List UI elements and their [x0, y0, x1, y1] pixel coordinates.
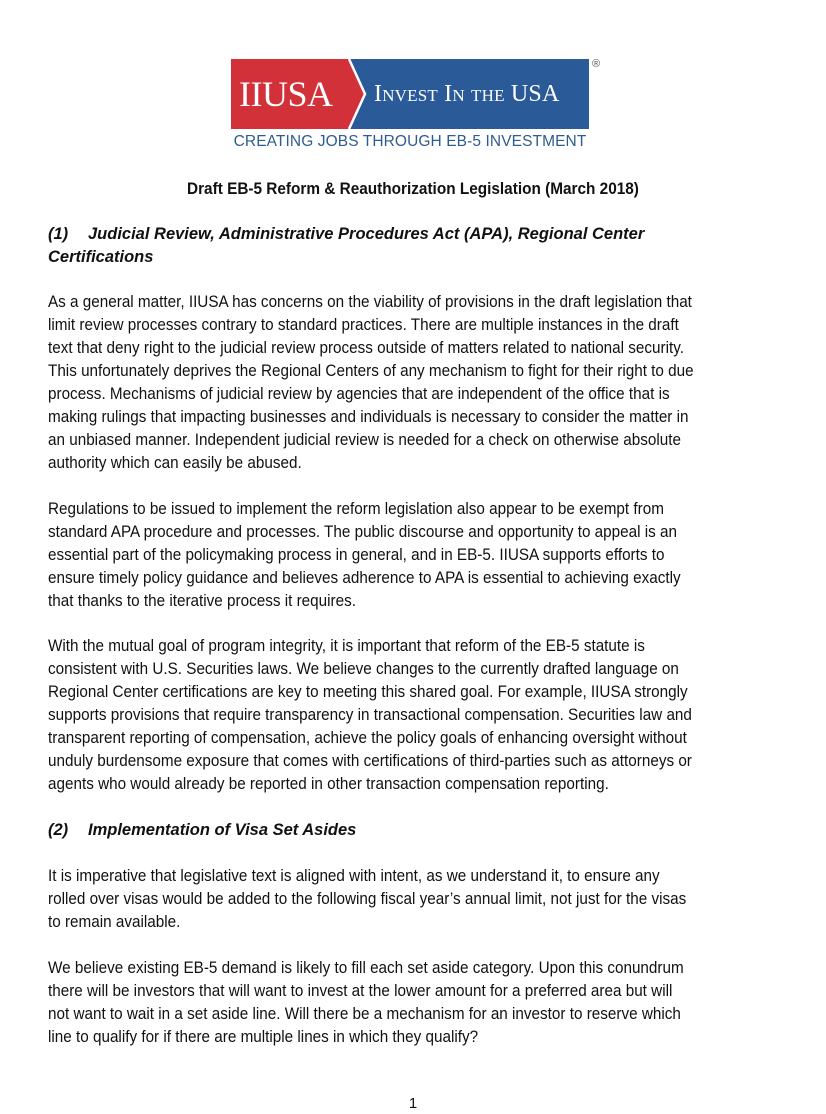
- text-line: transparent reporting of compensation, achieve the policy goals of enhancing oversight without: [48, 729, 687, 747]
- text-line: agents who would already be reported in other transaction compensation reporting.: [48, 775, 609, 793]
- logo-invest-text: Invest In the USA: [374, 81, 560, 107]
- text-line: consistent with U.S. Securities laws. We believe changes to the currently drafted language on: [48, 660, 679, 678]
- text-line: supports provisions that require transparency in transactional compensation. Securities law and: [48, 706, 692, 724]
- text-line: limit review processes contrary to standard practices. There are multiple instances in the draft: [48, 316, 679, 334]
- text-line: authority which can easily be abused.: [48, 454, 302, 472]
- text-line: Regional Center certifications are key to meeting this shared goal. For example, IIUSA strongly: [48, 683, 688, 701]
- section-1-paragraph-3: [48, 635, 779, 796]
- section-1-heading-line1: Judicial Review, Administrative Procedures Act (APA), Regional Center: [88, 225, 645, 243]
- text-line: there will be investors that will want to invest at the lower amount for a preferred area but will: [48, 982, 673, 1000]
- text-line: that thanks to the iterative process it requires.: [48, 592, 356, 610]
- text-line: Regulations to be issued to implement the reform legislation also appear to be exempt from: [48, 500, 664, 518]
- text-line: line to qualify for if there are multiple lines in which they qualify?: [48, 1028, 479, 1046]
- text-line: standard APA procedure and processes. The public discourse and opportunity to appeal is an: [48, 523, 677, 541]
- text-line: unduly burdensome exposure that comes with certifications of third-parties such as attorneys or: [48, 752, 692, 770]
- text-line: process. Mechanisms of judicial review by agencies that are independent of the office that is: [48, 385, 670, 403]
- text-line: As a general matter, IIUSA has concerns on the viability of provisions in the draft legislation that: [48, 293, 692, 311]
- section-1-paragraph-2: [48, 498, 779, 613]
- section-2-heading: [48, 819, 356, 842]
- document-title: [0, 180, 826, 199]
- section-1-paragraph-1: [48, 291, 779, 475]
- logo-iiusa-text: IIUSA: [239, 74, 333, 114]
- text-line: making rulings that impacting businesses and individuals is necessary to consider the matter in: [48, 408, 689, 426]
- logo-tagline: CREATING JOBS THROUGH EB-5 INVESTMENT: [233, 133, 587, 150]
- registered-mark: ®: [592, 58, 601, 70]
- section-1-number: (1): [48, 225, 69, 243]
- text-line: text that deny right to the judicial review process outside of matters related to national security.: [48, 339, 684, 357]
- document-title-text: Draft EB-5 Reform & Reauthorization Legislation (March 2018): [187, 180, 639, 198]
- text-line: not want to wait in a set aside line. Will there be a mechanism for an investor to reserve which: [48, 1005, 681, 1023]
- section-1-heading-line2: Certifications: [48, 248, 154, 266]
- section-2-heading-line1: Implementation of Visa Set Asides: [88, 821, 357, 839]
- iiusa-logo: [231, 59, 589, 129]
- section-2-number: (2): [48, 821, 69, 839]
- text-line: essential part of the policymaking process in general, and in EB-5. IIUSA supports efforts to: [48, 546, 665, 564]
- text-line: an unbiased manner. Independent judicial review is needed for a check on otherwise absolute: [48, 431, 681, 449]
- text-line: rolled over visas would be added to the following fiscal year’s annual limit, not just for the visas: [48, 890, 687, 908]
- section-2-paragraph-1: [48, 865, 779, 934]
- section-1-heading: [48, 223, 644, 269]
- text-line: With the mutual goal of program integrity, it is important that reform of the EB-5 statute is: [48, 637, 645, 655]
- text-line: This unfortunately deprives the Regional Centers of any mechanism to fight for their right to due: [48, 362, 694, 380]
- text-line: ensure timely policy guidance and believes adherence to APA is essential to achieving exactly: [48, 569, 681, 587]
- text-line: It is imperative that legislative text is aligned with intent, as we understand it, to ensure any: [48, 867, 660, 885]
- page-number: 1: [408, 1095, 418, 1112]
- logo-chevron-icon: [347, 59, 367, 129]
- text-line: We believe existing EB-5 demand is likely to fill each set aside category. Upon this conundrum: [48, 959, 684, 977]
- text-line: to remain available.: [48, 913, 181, 931]
- section-2-paragraph-2: [48, 957, 779, 1049]
